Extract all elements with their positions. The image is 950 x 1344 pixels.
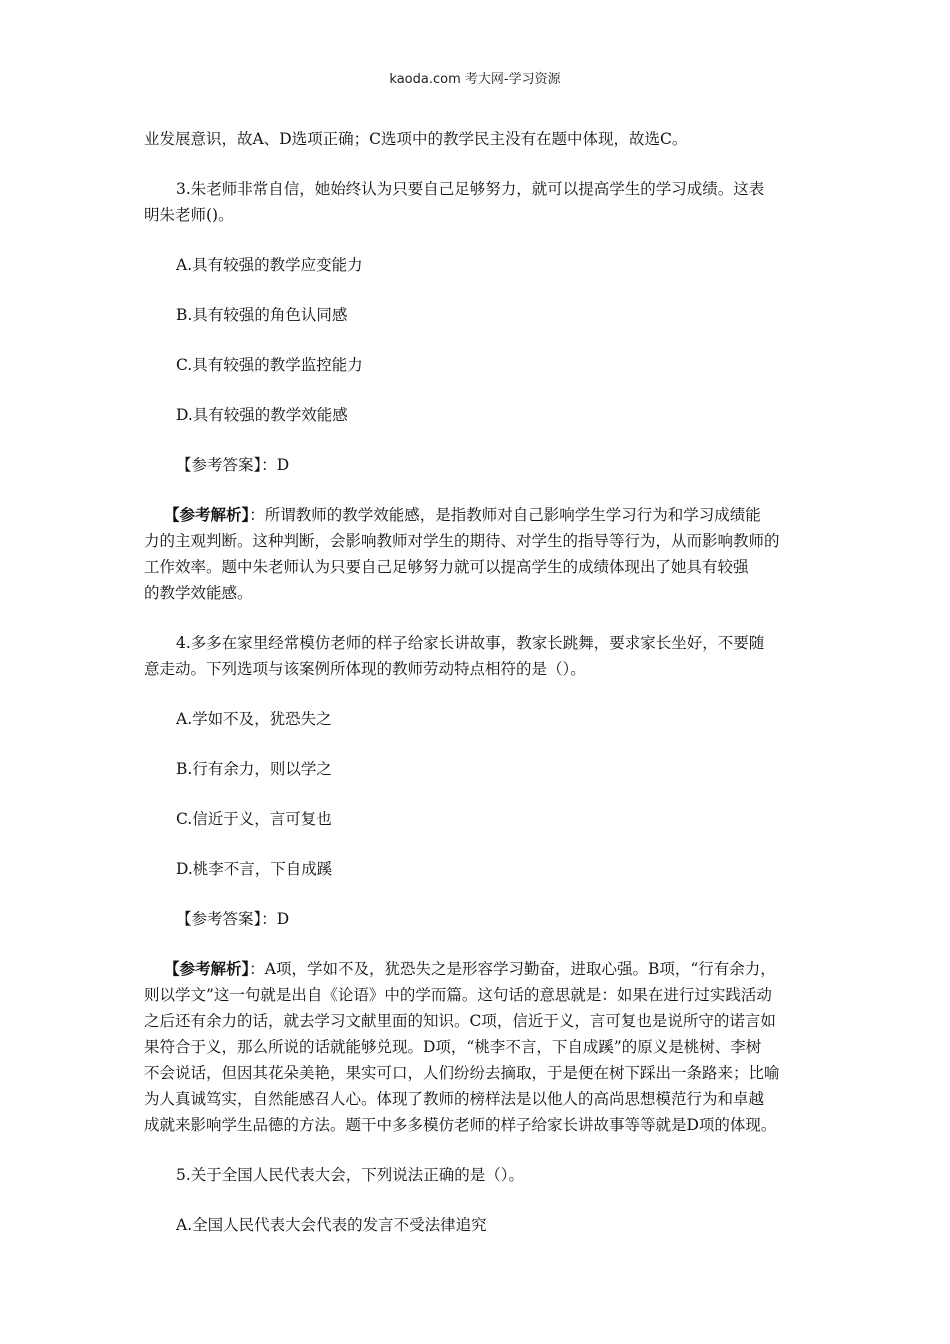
question-5 bbox=[144, 1162, 816, 1238]
analysis-text: ：A项，学如不及，犹恐失之是形容学习勤奋，进取心强。B项，“行有余力， bbox=[249, 960, 776, 978]
answer-value: ：D bbox=[261, 910, 290, 928]
analysis-line bbox=[144, 502, 816, 528]
question-4 bbox=[144, 630, 816, 1138]
question-4-analysis bbox=[144, 956, 816, 1138]
analysis-line: 工作效率。题中朱老师认为只要自己足够努力就可以提高学生的成绩体现出了她具有较强 bbox=[144, 558, 749, 576]
question-3 bbox=[144, 176, 816, 606]
answer-label: 【参考答案】 bbox=[176, 910, 262, 928]
question-4-option-a: A.学如不及，犹恐失之 bbox=[176, 710, 332, 728]
analysis-line: 不会说话，但因其花朵美艳，果实可口，人们纷纷去摘取，于是便在树下踩出一条路来；比喻 bbox=[144, 1064, 780, 1082]
analysis-line: 成就来影响学生品德的方法。题干中多多模仿老师的样子给家长讲故事等等就是D项的体现。 bbox=[144, 1116, 777, 1134]
analysis-label: 【参考解析】 bbox=[164, 505, 250, 524]
document-body bbox=[144, 120, 816, 1238]
question-3-text-line1: 3.朱老师非常自信，她始终认为只要自己足够努力，就可以提高学生的学习成绩。这表 bbox=[176, 180, 765, 198]
question-4-text-line1: 4.多多在家里经常模仿老师的样子给家长讲故事，教家长跳舞，要求家长坐好，不要随 bbox=[176, 634, 765, 652]
question-4-option-c: C.信近于义，言可复也 bbox=[176, 810, 332, 828]
question-3-option-d: D.具有较强的教学效能感 bbox=[176, 406, 348, 424]
analysis-line bbox=[144, 956, 816, 982]
answer-value: ：D bbox=[261, 456, 290, 474]
analysis-line: 的教学效能感。 bbox=[144, 584, 253, 602]
question-4-text-line2: 意走动。下列选项与该案例所体现的教师劳动特点相符的是（）。 bbox=[144, 660, 586, 678]
question-3-text-line2: 明朱老师()。 bbox=[144, 206, 234, 224]
analysis-line: 则以学文”这一句就是出自《论语》中的学而篇。这句话的意思就是：如果在进行过实践活动 bbox=[144, 986, 772, 1004]
question-3-answer bbox=[144, 452, 816, 478]
analysis-line: 之后还有余力的话，就去学习文献里面的知识。C项，信近于义，言可复也是说所守的诺言如 bbox=[144, 1012, 776, 1030]
question-4-answer bbox=[144, 906, 816, 932]
analysis-line: 果符合于义，那么所说的话就能够兑现。D项，“桃李不言，下自成蹊”的原义是桃树、李树 bbox=[144, 1038, 762, 1056]
question-3-option-b: B.具有较强的角色认同感 bbox=[176, 306, 348, 324]
question-3-analysis bbox=[144, 502, 816, 606]
intro-line: 业发展意识，故A、D选项正确；C选项中的教学民主没有在题中体现，故选C。 bbox=[144, 130, 688, 148]
answer-label: 【参考答案】 bbox=[176, 456, 262, 474]
analysis-text: ：所谓教师的教学效能感，是指教师对自己影响学生学习行为和学习成绩能 bbox=[249, 506, 761, 524]
question-5-text-line1: 5.关于全国人民代表大会，下列说法正确的是（）。 bbox=[176, 1166, 525, 1184]
page-header: kaoda.com 考大网-学习资源 bbox=[389, 72, 561, 87]
analysis-line: 为人真诚笃实，自然能感召人心。体现了教师的榜样法是以他人的高尚思想模范行为和卓越 bbox=[144, 1090, 765, 1108]
analysis-label: 【参考解析】 bbox=[164, 959, 250, 978]
question-5-option-a: A.全国人民代表大会代表的发言不受法律追究 bbox=[176, 1216, 487, 1234]
question-4-option-b: B.行有余力，则以学之 bbox=[176, 760, 332, 778]
question-4-option-d: D.桃李不言，下自成蹊 bbox=[176, 860, 333, 878]
question-3-option-c: C.具有较强的教学监控能力 bbox=[176, 356, 363, 374]
question-3-option-a: A.具有较强的教学应变能力 bbox=[176, 256, 363, 274]
analysis-line: 力的主观判断。这种判断，会影响教师对学生的期待、对学生的指导等行为，从而影响教师的 bbox=[144, 532, 780, 550]
